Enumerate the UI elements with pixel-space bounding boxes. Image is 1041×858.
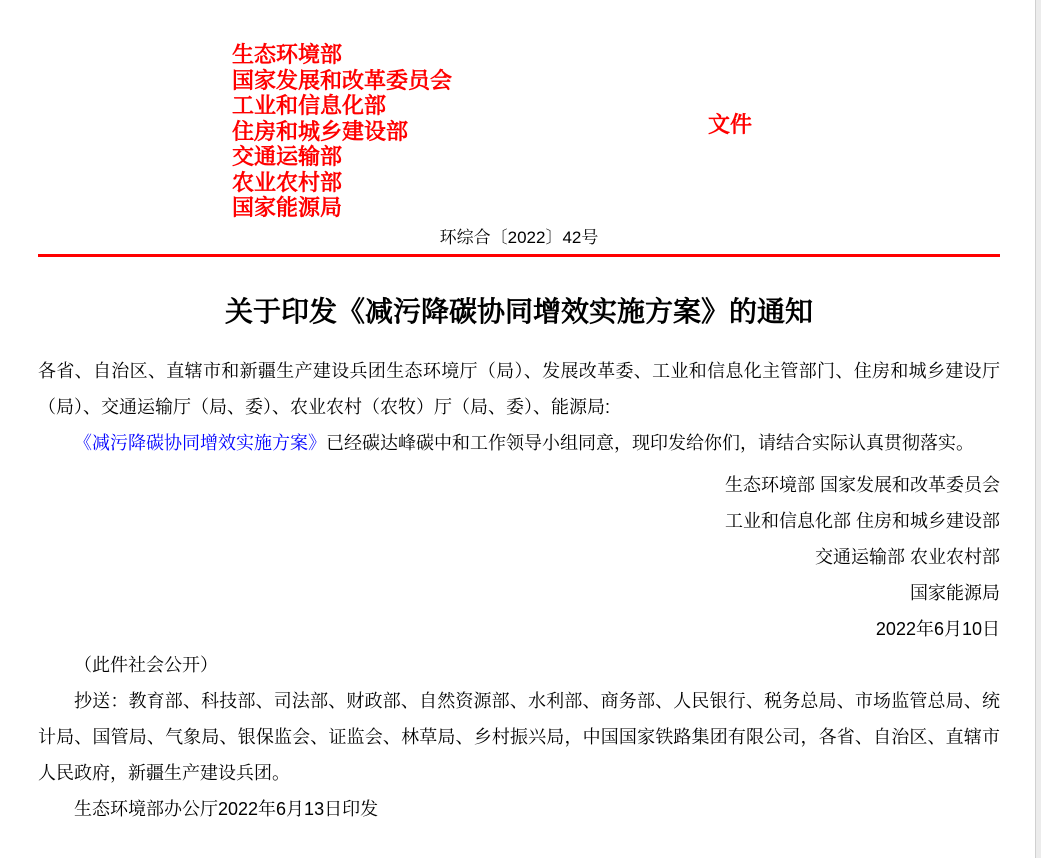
issuing-agency: 国家发展和改革委员会 <box>232 67 453 93</box>
scrollbar-track[interactable] <box>1035 0 1041 858</box>
issuing-agency-list <box>232 42 1000 221</box>
cc-paragraph: 抄送：教育部、科技部、司法部、财政部、自然资源部、水利部、商务部、人民银行、税务总局、市场监管总局、统计局、国管局、气象局、银保监会、证监会、林草局、乡村振兴局，中国国家铁路集团有限公司，各省、自治区、直辖市人民政府，新疆生产建设兵团。 <box>38 690 1000 783</box>
issuing-agency: 生态环境部 <box>232 42 343 67</box>
document-title: 关于印发《减污降碳协同增效实施方案》的通知 <box>224 295 813 327</box>
signature-line: 工业和信息化部 住房和城乡建设部 <box>725 510 1000 531</box>
issuing-agency: 工业和信息化部 <box>232 93 387 118</box>
signature-line: 国家能源局 <box>910 582 1000 603</box>
issuing-agency: 农业农村部 <box>232 169 343 195</box>
recipients-paragraph: 各省、自治区、直辖市和新疆生产建设兵团生态环境厅（局）、发展改革委、工业和信息化主管部门、住房和城乡建设厅（局）、交通运输厅（局、委）、农业农村（农牧）厅（局、委）、能源局: <box>38 360 1000 417</box>
document-body <box>38 353 1000 827</box>
issuing-agency: 住房和城乡建设部 <box>232 118 409 144</box>
red-divider-line <box>38 254 1000 257</box>
signature-block <box>38 467 1000 647</box>
file-label: 文件 <box>708 112 753 137</box>
notice-paragraph-text: 已经碳达峰碳中和工作领导小组同意，现印发给你们，请结合实际认真贯彻落实。 <box>326 432 974 453</box>
issuing-agency: 国家能源局 <box>232 195 343 220</box>
notice-paragraph <box>38 425 1000 461</box>
plan-document-link[interactable]: 《减污降碳协同增效实施方案》 <box>74 432 326 453</box>
signature-line: 生态环境部 国家发展和改革委员会 <box>725 474 1000 495</box>
signature-line: 交通运输部 农业农村部 <box>815 546 1000 567</box>
print-note: 生态环境部办公厅2022年6月13日印发 <box>74 798 379 819</box>
document-number: 环综合〔2022〕42号 <box>439 227 599 247</box>
public-disclosure-note: （此件社会公开） <box>74 654 218 675</box>
document-letterhead <box>38 42 1000 221</box>
issuing-agency: 交通运输部 <box>232 144 343 169</box>
signature-date: 2022年6月10日 <box>875 618 1000 639</box>
